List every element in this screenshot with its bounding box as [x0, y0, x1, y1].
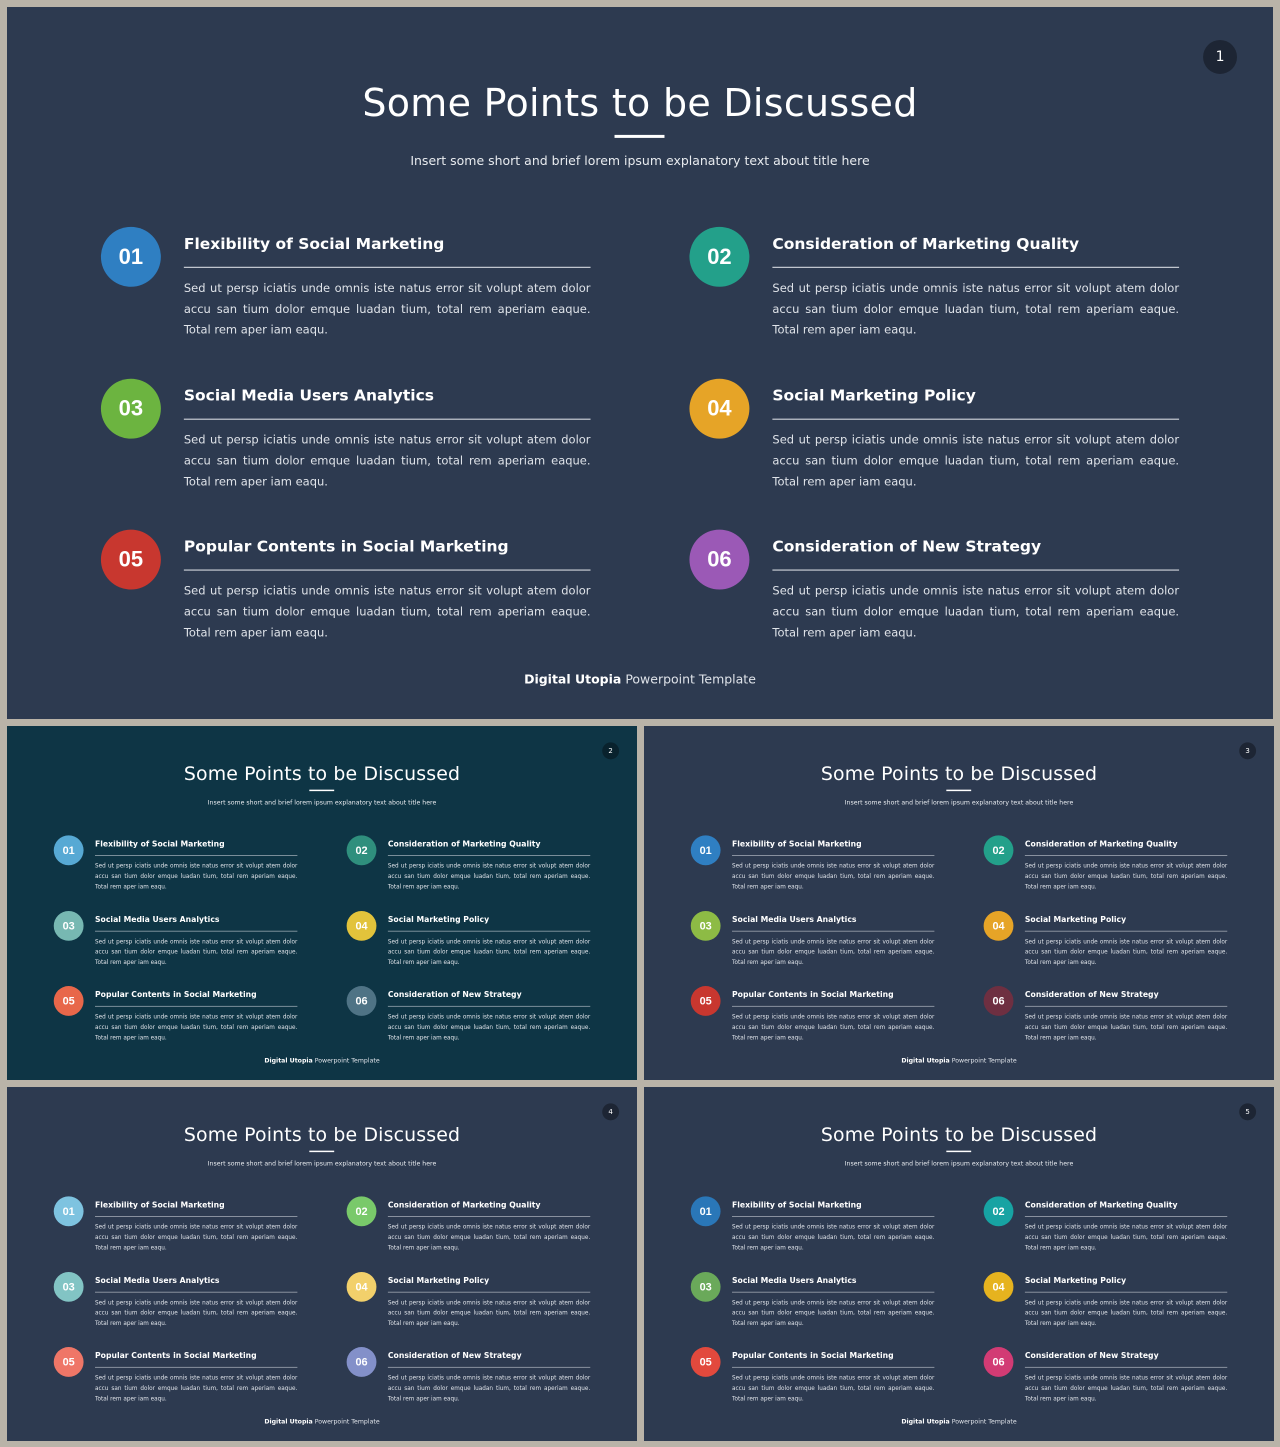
point-title: Social Marketing Policy: [772, 386, 976, 405]
point-body: Sed ut persp iciatis unde omnis iste natus error sit volupt atem dolor accu san tium dolor emque luadan tium, total rem aperiam eaque. Total rem aper iam eaqu.: [387, 1298, 591, 1327]
point-item: [347, 1196, 596, 1261]
point-number-circle: 06: [347, 1347, 377, 1377]
point-body: Sed ut persp iciatis unde omnis iste natus error sit volupt atem dolor accu san tium dolor emque luadan tium, total rem aperiam eaque. Total rem aper iam eaqu.: [1024, 937, 1228, 966]
point-item: [691, 835, 940, 900]
point-title: Social Marketing Policy: [1024, 914, 1127, 924]
point-number-circle: 04: [984, 1272, 1014, 1302]
footer-brand: Digital Utopia: [901, 1417, 950, 1426]
point-item: [347, 1347, 596, 1412]
point-body: Sed ut persp iciatis unde omnis iste natus error sit volupt atem dolor accu san tium dolor emque luadan tium, total rem aperiam eaque. Total rem aper iam eaqu.: [387, 1012, 591, 1041]
point-item: [347, 1272, 596, 1337]
point-number-circle: 01: [691, 1196, 721, 1226]
slide-title: Some Points to be Discussed: [820, 762, 1098, 785]
point-number-circle: 02: [689, 227, 749, 287]
point-body: Sed ut persp iciatis unde omnis iste natus error sit volupt atem dolor accu san tium dolor emque luadan tium, total rem aperiam eaque. Total rem aper iam eaqu.: [183, 280, 591, 337]
slide-3[interactable]: [644, 726, 1274, 1080]
point-item: [984, 835, 1233, 900]
point-number-circle: 05: [691, 986, 721, 1016]
point-number-circle: 05: [54, 1347, 84, 1377]
point-body: Sed ut persp iciatis unde omnis iste natus error sit volupt atem dolor accu san tium dolor emque luadan tium, total rem aperiam eaque. Total rem aper iam eaqu.: [387, 937, 591, 966]
point-body: Sed ut persp iciatis unde omnis iste natus error sit volupt atem dolor accu san tium dolor emque luadan tium, total rem aperiam eaque. Total rem aper iam eaqu.: [95, 862, 298, 891]
point-body: Sed ut persp iciatis unde omnis iste natus error sit volupt atem dolor accu san tium dolor emque luadan tium, total rem aperiam eaque. Total rem aper iam eaqu.: [1024, 1223, 1228, 1252]
point-title: Social Media Users Analytics: [732, 1275, 857, 1285]
point-body: Sed ut persp iciatis unde omnis iste natus error sit volupt atem dolor accu san tium dolor emque luadan tium, total rem aperiam eaque. Total rem aper iam eaqu.: [387, 1223, 591, 1252]
footer-brand: Digital Utopia: [524, 671, 622, 687]
point-title: Consideration of Marketing Quality: [387, 839, 541, 849]
point-number-circle: 03: [691, 911, 721, 941]
slide-4[interactable]: [7, 1087, 637, 1441]
slide-number-badge: 2: [602, 742, 619, 759]
point-title: Consideration of New Strategy: [1024, 1351, 1159, 1360]
point-body: Sed ut persp iciatis unde omnis iste natus error sit volupt atem dolor accu san tium dolor emque luadan tium, total rem aperiam eaque. Total rem aper iam eaqu.: [732, 1298, 935, 1327]
point-body: Sed ut persp iciatis unde omnis iste natus error sit volupt atem dolor accu san tium dolor emque luadan tium, total rem aperiam eaque. Total rem aper iam eaqu.: [732, 1373, 935, 1402]
point-number-circle: 01: [691, 835, 721, 865]
point-divider: [772, 570, 1179, 571]
point-number-circle: 01: [101, 227, 161, 287]
point-item: [54, 911, 303, 976]
point-divider: [184, 419, 591, 420]
point-title: Flexibility of Social Marketing: [95, 839, 225, 849]
point-number-circle: 03: [54, 911, 84, 941]
point-number-circle: 02: [984, 835, 1014, 865]
point-number-circle: 05: [691, 1347, 721, 1377]
title-underline: [309, 790, 334, 791]
point-title: Flexibility of Social Marketing: [183, 234, 445, 253]
point-number-circle: 06: [984, 986, 1014, 1016]
slide-number-badge: 3: [1239, 742, 1256, 759]
point-body: Sed ut persp iciatis unde omnis iste natus error sit volupt atem dolor accu san tium dolor emque luadan tium, total rem aperiam eaque. Total rem aper iam eaqu.: [772, 432, 1180, 489]
slide-2[interactable]: [7, 726, 637, 1080]
point-item: [984, 986, 1233, 1051]
footer-text: Powerpoint Template: [621, 671, 756, 687]
point-item: [54, 1272, 303, 1337]
point-title: Social Media Users Analytics: [732, 914, 857, 924]
point-number-circle: 04: [689, 379, 749, 439]
point-title: Popular Contents in Social Marketing: [95, 1351, 257, 1360]
footer-text: Powerpoint Template: [949, 1417, 1017, 1426]
point-number-circle: 04: [347, 1272, 377, 1302]
point-item: [689, 379, 1189, 509]
point-title: Popular Contents in Social Marketing: [183, 537, 509, 556]
slide-1[interactable]: [7, 7, 1273, 719]
point-item: [691, 1347, 940, 1412]
point-title: Consideration of New Strategy: [387, 990, 522, 999]
point-title: Consideration of Marketing Quality: [387, 1200, 541, 1210]
point-body: Sed ut persp iciatis unde omnis iste natus error sit volupt atem dolor accu san tium dolor emque luadan tium, total rem aperiam eaque. Total rem aper iam eaqu.: [772, 583, 1180, 640]
point-item: [54, 835, 303, 900]
footer-text: Powerpoint Template: [949, 1056, 1017, 1065]
point-body: Sed ut persp iciatis unde omnis iste natus error sit volupt atem dolor accu san tium dolor emque luadan tium, total rem aperiam eaque. Total rem aper iam eaqu.: [183, 583, 591, 640]
point-title: Social Marketing Policy: [387, 914, 490, 924]
slide-footer: [7, 671, 1273, 686]
point-item: [984, 1347, 1233, 1412]
point-title: Consideration of Marketing Quality: [1024, 839, 1178, 849]
title-underline: [615, 135, 665, 138]
point-number-circle: 06: [689, 530, 749, 590]
slide-footer: [644, 1418, 1274, 1425]
point-item: [691, 1196, 940, 1261]
point-body: Sed ut persp iciatis unde omnis iste natus error sit volupt atem dolor accu san tium dolor emque luadan tium, total rem aperiam eaque. Total rem aper iam eaqu.: [95, 1012, 298, 1041]
point-title: Social Marketing Policy: [387, 1275, 490, 1285]
point-title: Social Media Users Analytics: [95, 1275, 220, 1285]
point-item: [691, 911, 940, 976]
point-body: Sed ut persp iciatis unde omnis iste natus error sit volupt atem dolor accu san tium dolor emque luadan tium, total rem aperiam eaque. Total rem aper iam eaqu.: [772, 280, 1180, 337]
point-body: Sed ut persp iciatis unde omnis iste natus error sit volupt atem dolor accu san tium dolor emque luadan tium, total rem aperiam eaque. Total rem aper iam eaqu.: [95, 1298, 298, 1327]
point-number-circle: 04: [347, 911, 377, 941]
slide-title: Some Points to be Discussed: [183, 762, 461, 785]
point-title: Popular Contents in Social Marketing: [732, 1351, 894, 1360]
point-title: Consideration of Marketing Quality: [1024, 1200, 1178, 1210]
point-item: [691, 1272, 940, 1337]
point-divider: [184, 570, 591, 571]
slide-subtitle: Insert some short and brief lorem ipsum explanatory text about title here: [207, 798, 437, 807]
slide-footer: [7, 1057, 637, 1064]
point-number-circle: 06: [984, 1347, 1014, 1377]
point-body: Sed ut persp iciatis unde omnis iste natus error sit volupt atem dolor accu san tium dolor emque luadan tium, total rem aperiam eaque. Total rem aper iam eaqu.: [732, 937, 935, 966]
slide-title: Some Points to be Discussed: [820, 1123, 1098, 1146]
point-number-circle: 06: [347, 986, 377, 1016]
point-item: [347, 835, 596, 900]
point-divider: [772, 267, 1179, 268]
slide-footer: [7, 1418, 637, 1425]
point-title: Popular Contents in Social Marketing: [732, 990, 894, 999]
point-body: Sed ut persp iciatis unde omnis iste natus error sit volupt atem dolor accu san tium dolor emque luadan tium, total rem aperiam eaque. Total rem aper iam eaqu.: [387, 1373, 591, 1402]
footer-text: Powerpoint Template: [312, 1417, 380, 1426]
point-title: Social Media Users Analytics: [95, 914, 220, 924]
point-body: Sed ut persp iciatis unde omnis iste natus error sit volupt atem dolor accu san tium dolor emque luadan tium, total rem aperiam eaque. Total rem aper iam eaqu.: [95, 1223, 298, 1252]
point-body: Sed ut persp iciatis unde omnis iste natus error sit volupt atem dolor accu san tium dolor emque luadan tium, total rem aperiam eaque. Total rem aper iam eaqu.: [1024, 1298, 1228, 1327]
slide-5[interactable]: [644, 1087, 1274, 1441]
point-number-circle: 04: [984, 911, 1014, 941]
point-number-circle: 02: [347, 1196, 377, 1226]
point-body: Sed ut persp iciatis unde omnis iste natus error sit volupt atem dolor accu san tium dolor emque luadan tium, total rem aperiam eaque. Total rem aper iam eaqu.: [1024, 1012, 1228, 1041]
point-body: Sed ut persp iciatis unde omnis iste natus error sit volupt atem dolor accu san tium dolor emque luadan tium, total rem aperiam eaque. Total rem aper iam eaqu.: [1024, 1373, 1228, 1402]
point-number-circle: 05: [54, 986, 84, 1016]
slide-title: Some Points to be Discussed: [362, 80, 918, 125]
point-body: Sed ut persp iciatis unde omnis iste natus error sit volupt atem dolor accu san tium dolor emque luadan tium, total rem aperiam eaque. Total rem aper iam eaqu.: [387, 862, 591, 891]
point-number-circle: 03: [54, 1272, 84, 1302]
point-number-circle: 03: [101, 379, 161, 439]
point-item: [984, 1272, 1233, 1337]
point-item: [54, 1347, 303, 1412]
point-body: Sed ut persp iciatis unde omnis iste natus error sit volupt atem dolor accu san tium dolor emque luadan tium, total rem aperiam eaque. Total rem aper iam eaqu.: [1024, 862, 1228, 891]
point-title: Consideration of Marketing Quality: [772, 234, 1080, 253]
slide-subtitle: Insert some short and brief lorem ipsum explanatory text about title here: [844, 1159, 1074, 1168]
title-underline: [309, 1151, 334, 1152]
point-title: Consideration of New Strategy: [1024, 990, 1159, 999]
slide-subtitle: Insert some short and brief lorem ipsum explanatory text about title here: [207, 1159, 437, 1168]
point-body: Sed ut persp iciatis unde omnis iste natus error sit volupt atem dolor accu san tium dolor emque luadan tium, total rem aperiam eaque. Total rem aper iam eaqu.: [95, 1373, 298, 1402]
point-title: Social Marketing Policy: [1024, 1275, 1127, 1285]
point-item: [54, 1196, 303, 1261]
point-item: [689, 227, 1189, 357]
point-title: Popular Contents in Social Marketing: [95, 990, 257, 999]
point-body: Sed ut persp iciatis unde omnis iste natus error sit volupt atem dolor accu san tium dolor emque luadan tium, total rem aperiam eaque. Total rem aper iam eaqu.: [95, 937, 298, 966]
slide-number-badge: 1: [1203, 40, 1237, 74]
point-item: [101, 379, 601, 509]
point-item: [347, 986, 596, 1051]
point-item: [347, 911, 596, 976]
point-title: Social Media Users Analytics: [183, 386, 434, 405]
point-body: Sed ut persp iciatis unde omnis iste natus error sit volupt atem dolor accu san tium dolor emque luadan tium, total rem aperiam eaque. Total rem aper iam eaqu.: [732, 862, 935, 891]
point-item: [689, 530, 1189, 660]
footer-text: Powerpoint Template: [312, 1056, 380, 1065]
point-number-circle: 02: [347, 835, 377, 865]
footer-brand: Digital Utopia: [901, 1056, 950, 1065]
slide-number-badge: 4: [602, 1103, 619, 1120]
point-item: [101, 530, 601, 660]
point-title: Flexibility of Social Marketing: [95, 1200, 225, 1210]
point-item: [691, 986, 940, 1051]
point-body: Sed ut persp iciatis unde omnis iste natus error sit volupt atem dolor accu san tium dolor emque luadan tium, total rem aperiam eaque. Total rem aper iam eaqu.: [732, 1223, 935, 1252]
point-number-circle: 01: [54, 1196, 84, 1226]
slide-subtitle: Insert some short and brief lorem ipsum explanatory text about title here: [844, 798, 1074, 807]
title-underline: [946, 790, 971, 791]
slide-subtitle: Insert some short and brief lorem ipsum explanatory text about title here: [410, 152, 870, 168]
title-underline: [946, 1151, 971, 1152]
point-item: [984, 1196, 1233, 1261]
slide-footer: [644, 1057, 1274, 1064]
point-title: Flexibility of Social Marketing: [732, 839, 862, 849]
point-item: [984, 911, 1233, 976]
point-body: Sed ut persp iciatis unde omnis iste natus error sit volupt atem dolor accu san tium dolor emque luadan tium, total rem aperiam eaque. Total rem aper iam eaqu.: [183, 432, 591, 489]
point-number-circle: 02: [984, 1196, 1014, 1226]
point-divider: [772, 419, 1179, 420]
slide-title: Some Points to be Discussed: [183, 1123, 461, 1146]
point-body: Sed ut persp iciatis unde omnis iste natus error sit volupt atem dolor accu san tium dolor emque luadan tium, total rem aperiam eaque. Total rem aper iam eaqu.: [732, 1012, 935, 1041]
point-divider: [184, 267, 591, 268]
point-title: Consideration of New Strategy: [387, 1351, 522, 1360]
point-item: [54, 986, 303, 1051]
point-title: Flexibility of Social Marketing: [732, 1200, 862, 1210]
point-number-circle: 01: [54, 835, 84, 865]
point-number-circle: 05: [101, 530, 161, 590]
slide-number-badge: 5: [1239, 1103, 1256, 1120]
point-item: [101, 227, 601, 357]
footer-brand: Digital Utopia: [264, 1056, 313, 1065]
footer-brand: Digital Utopia: [264, 1417, 313, 1426]
point-title: Consideration of New Strategy: [772, 537, 1042, 556]
point-number-circle: 03: [691, 1272, 721, 1302]
